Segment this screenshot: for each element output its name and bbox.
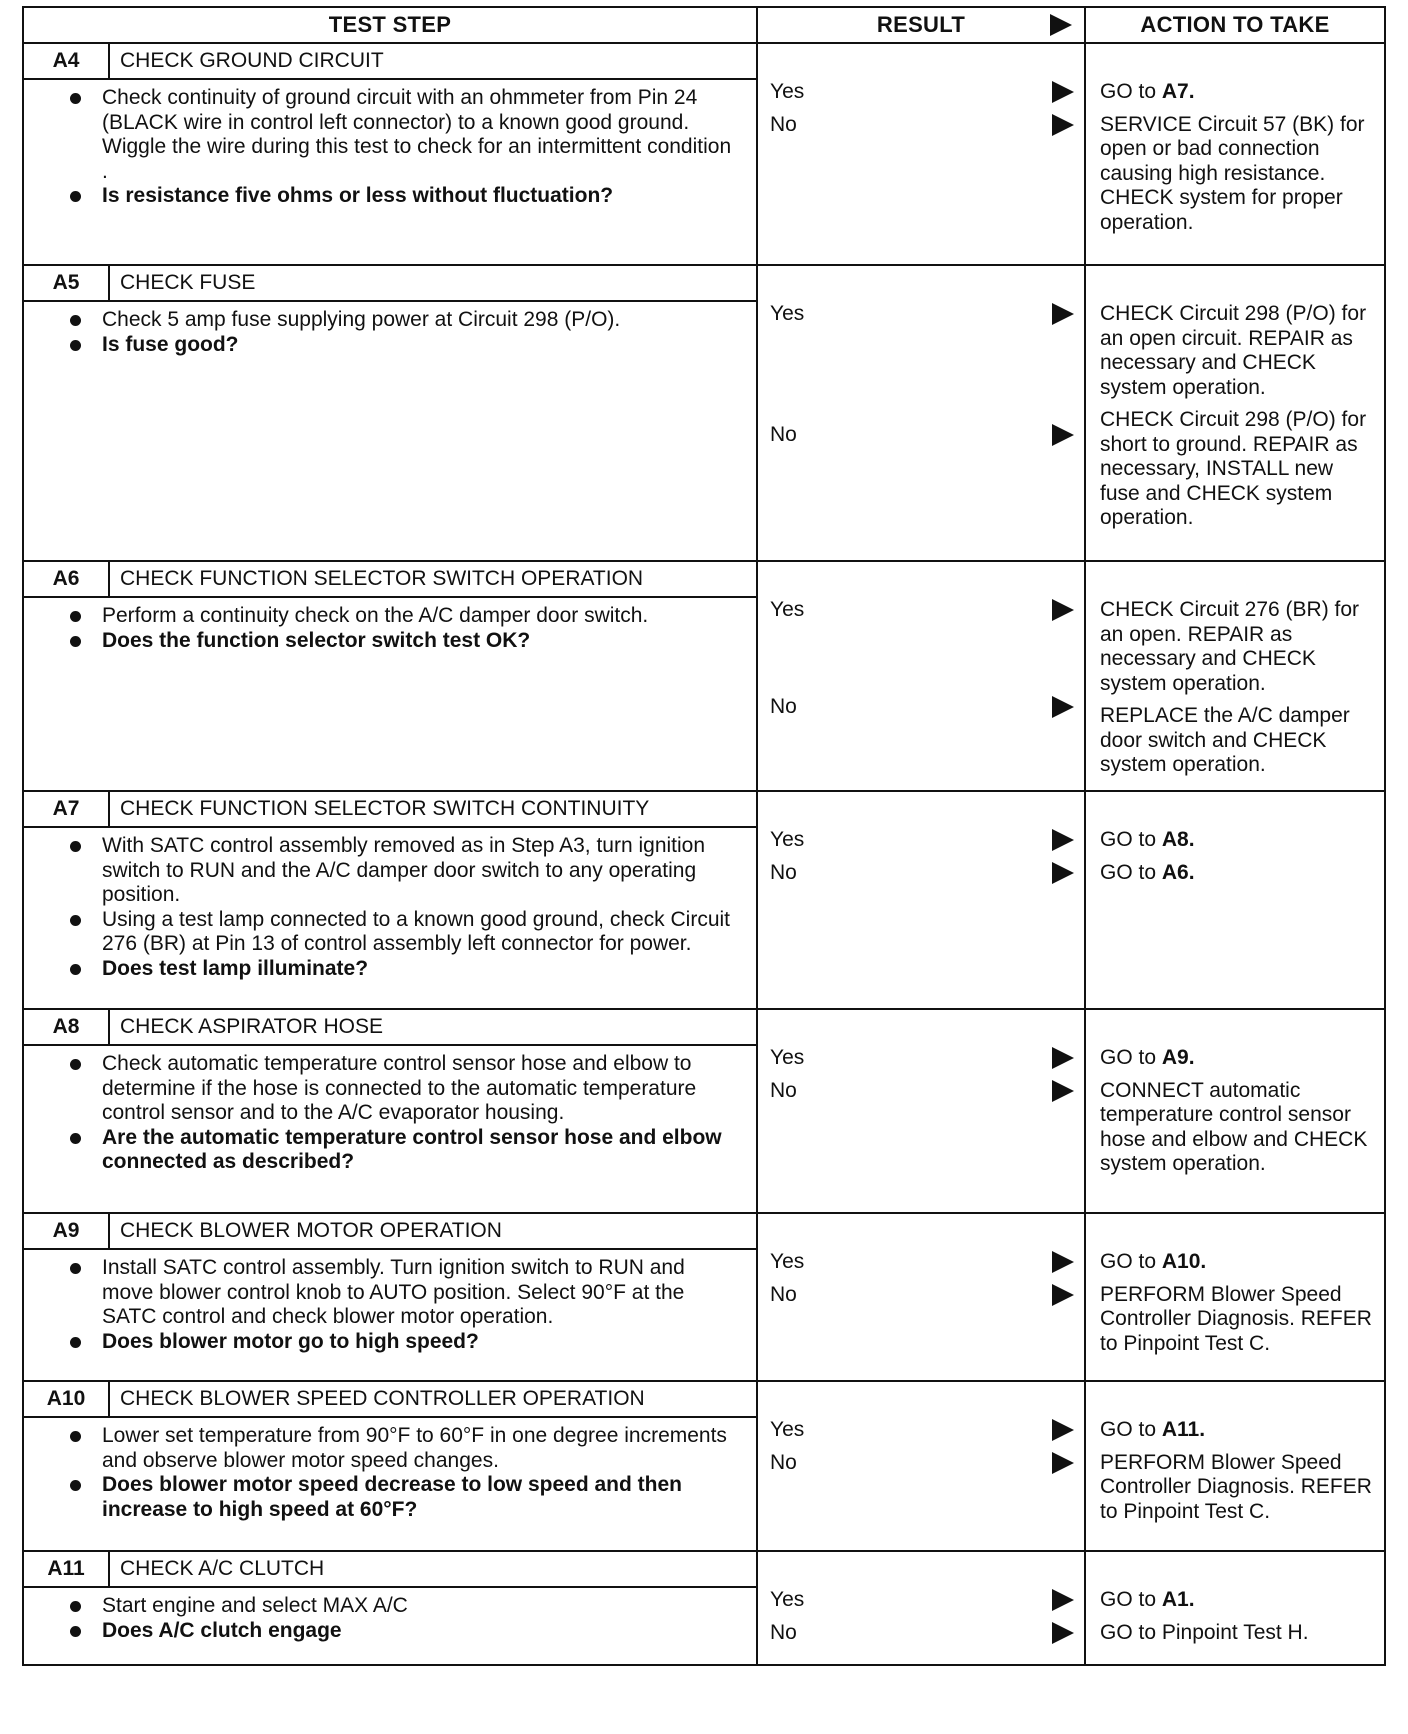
step-title: CHECK ASPIRATOR HOSE <box>120 1015 383 1038</box>
step-instructions <box>24 1594 756 1643</box>
step-instructions <box>24 834 756 981</box>
question-bullet: Is resistance five ohms or less without fluctuation? <box>66 184 732 209</box>
question-bullet: Is fuse good? <box>66 333 732 358</box>
test-step-cell <box>23 265 757 561</box>
action-yes: GO to A7. <box>1100 80 1195 103</box>
step-header <box>24 1382 756 1418</box>
step-id: A4 <box>24 44 110 78</box>
result-label: Yes <box>770 1046 805 1069</box>
step-row-a6 <box>23 561 1385 791</box>
step-reference: A11. <box>1161 1418 1206 1441</box>
test-step-cell <box>23 1381 757 1551</box>
result-label: No <box>770 694 797 718</box>
arrow-right-icon <box>1052 1251 1074 1273</box>
action-no: CONNECT automatic temperature control sensor hose and elbow and CHECK system operation. <box>1100 1078 1368 1175</box>
action-cell <box>1085 43 1385 265</box>
arrow-right-icon <box>1052 599 1074 621</box>
arrow-right-icon <box>1052 1284 1074 1306</box>
step-id: A11 <box>24 1552 110 1586</box>
action-no: GO to Pinpoint Test H. <box>1100 1620 1309 1644</box>
result-cell <box>757 791 1085 1009</box>
step-id: A7 <box>24 792 110 826</box>
question-bullet: Does test lamp illuminate? <box>66 957 732 982</box>
result-label: Yes <box>770 80 805 103</box>
result-label: No <box>770 1078 797 1102</box>
instruction-bullet: Check automatic temperature control sensor hose and elbow to determine if the hose is connected to the automatic temperature control sensor and to the A/C evaporator housing. <box>66 1052 732 1126</box>
test-step-cell <box>23 43 757 265</box>
question-bullet: Does the function selector switch test OK? <box>66 629 732 654</box>
arrow-right-icon <box>1052 81 1074 103</box>
result-yes <box>758 80 1084 105</box>
step-instructions <box>24 1256 756 1354</box>
result-yes <box>758 598 1084 623</box>
result-label: Yes <box>770 828 805 851</box>
action-yes: CHECK Circuit 298 (P/O) for an open circuit. REPAIR as necessary and CHECK system operation. <box>1100 302 1367 399</box>
result-cell <box>757 1381 1085 1551</box>
instruction-bullet: Check continuity of ground circuit with an ohmmeter from Pin 24 (BLACK wire in control left connector) to a known good ground. Wiggle the wire during this test to check for an intermittent condition . <box>66 86 732 184</box>
step-id: A8 <box>24 1010 110 1044</box>
instruction-bullet: Perform a continuity check on the A/C damper door switch. <box>66 604 732 629</box>
test-step-cell <box>23 1009 757 1213</box>
arrow-right-icon <box>1052 696 1074 718</box>
step-row-a10 <box>23 1381 1385 1551</box>
result-label: No <box>770 860 797 884</box>
arrow-right-icon <box>1052 1589 1074 1611</box>
result-no <box>758 113 1084 138</box>
step-row-a4 <box>23 43 1385 265</box>
arrow-right-icon <box>1052 862 1074 884</box>
arrow-right-icon <box>1052 303 1074 325</box>
step-id: A6 <box>24 562 110 596</box>
result-label: No <box>770 1450 797 1474</box>
step-reference: A10. <box>1161 1250 1207 1273</box>
action-cell <box>1085 1213 1385 1381</box>
test-step-cell <box>23 1551 757 1665</box>
result-label: Yes <box>770 598 805 621</box>
result-label: No <box>770 422 797 446</box>
header-test-step: TEST STEP <box>23 7 757 43</box>
result-label: Yes <box>770 302 805 325</box>
table-header-row <box>23 7 1385 43</box>
step-header <box>24 562 756 598</box>
header-action: ACTION TO TAKE <box>1085 7 1385 43</box>
test-step-cell <box>23 1213 757 1381</box>
step-id: A10 <box>24 1382 110 1416</box>
instruction-bullet: Lower set temperature from 90°F to 60°F in one degree increments and observe blower motor speed changes. <box>66 1424 732 1473</box>
result-label: Yes <box>770 1418 805 1441</box>
result-yes <box>758 1046 1084 1071</box>
pinpoint-test-table <box>22 6 1386 1666</box>
action-no: REPLACE the A/C damper door switch and CHECK system operation. <box>1100 704 1350 776</box>
result-yes <box>758 1588 1084 1613</box>
action-cell <box>1085 1381 1385 1551</box>
arrow-right-icon <box>1052 1622 1074 1644</box>
result-yes <box>758 828 1084 853</box>
action-cell <box>1085 265 1385 561</box>
arrow-right-icon <box>1052 1452 1074 1474</box>
arrow-right-icon <box>1052 829 1074 851</box>
step-row-a11 <box>23 1551 1385 1665</box>
instruction-bullet: With SATC control assembly removed as in Step A3, turn ignition switch to RUN and the A/C damper door switch to any operating position. <box>66 834 732 908</box>
step-instructions <box>24 604 756 653</box>
action-cell <box>1085 561 1385 791</box>
instruction-bullet: Using a test lamp connected to a known good ground, check Circuit 276 (BR) at Pin 13 of control assembly left connector for power. <box>66 908 732 957</box>
result-yes <box>758 1250 1084 1275</box>
result-label: Yes <box>770 1588 805 1611</box>
result-cell <box>757 1213 1085 1381</box>
result-cell <box>757 43 1085 265</box>
step-row-a9 <box>23 1213 1385 1381</box>
step-row-a7 <box>23 791 1385 1009</box>
action-no: SERVICE Circuit 57 (BK) for open or bad connection causing high resistance. CHECK system for proper operation. <box>1100 112 1365 234</box>
result-cell <box>757 265 1085 561</box>
question-bullet: Does blower motor speed decrease to low speed and then increase to high speed at 60°F? <box>66 1473 732 1522</box>
action-yes: GO to A10. <box>1100 1250 1207 1273</box>
step-instructions <box>24 1424 756 1522</box>
step-reference: A8. <box>1161 828 1195 851</box>
step-reference: A9. <box>1161 1046 1195 1069</box>
step-reference: A1. <box>1161 1588 1195 1611</box>
step-header <box>24 1214 756 1250</box>
result-cell <box>757 561 1085 791</box>
question-bullet: Does blower motor go to high speed? <box>66 1330 732 1355</box>
instruction-bullet: Install SATC control assembly. Turn ignition switch to RUN and move blower control knob to AUTO position. Select 90°F at the SATC control and check blower motor operation. <box>66 1256 732 1330</box>
step-header <box>24 266 756 302</box>
step-title: CHECK BLOWER SPEED CONTROLLER OPERATION <box>120 1387 645 1410</box>
result-label: No <box>770 1282 797 1306</box>
step-title: CHECK FUNCTION SELECTOR SWITCH CONTINUITY <box>120 797 650 820</box>
step-instructions <box>24 308 756 357</box>
step-title: CHECK A/C CLUTCH <box>120 1557 325 1580</box>
result-label: No <box>770 112 797 136</box>
header-result-label: RESULT <box>876 12 966 37</box>
step-header <box>24 1552 756 1588</box>
test-step-cell <box>23 561 757 791</box>
step-title: CHECK FUSE <box>120 271 256 294</box>
action-no: PERFORM Blower Speed Controller Diagnosis. REFER to Pinpoint Test C. <box>1100 1282 1372 1355</box>
step-header <box>24 792 756 828</box>
step-header <box>24 44 756 80</box>
diagnostic-table-page <box>22 6 1384 1724</box>
result-yes <box>758 1418 1084 1443</box>
action-no: GO to A6. <box>1100 860 1195 884</box>
result-yes <box>758 302 1084 327</box>
result-no <box>758 423 1084 448</box>
step-reference: A6. <box>1161 860 1195 884</box>
action-cell <box>1085 791 1385 1009</box>
arrow-right-icon <box>1050 14 1072 36</box>
result-label: Yes <box>770 1250 805 1273</box>
question-bullet: Are the automatic temperature control sensor hose and elbow connected as described? <box>66 1126 732 1175</box>
result-no <box>758 1451 1084 1476</box>
step-instructions <box>24 86 756 209</box>
step-title: CHECK GROUND CIRCUIT <box>120 49 384 72</box>
action-yes: GO to A8. <box>1100 828 1195 851</box>
step-header <box>24 1010 756 1046</box>
result-no <box>758 861 1084 886</box>
test-step-cell <box>23 791 757 1009</box>
arrow-right-icon <box>1052 1419 1074 1441</box>
action-yes: CHECK Circuit 276 (BR) for an open. REPAIR as necessary and CHECK system operation. <box>1100 598 1360 695</box>
result-no <box>758 1283 1084 1308</box>
result-cell <box>757 1551 1085 1665</box>
step-title: CHECK FUNCTION SELECTOR SWITCH OPERATION <box>120 567 644 590</box>
action-yes: GO to A9. <box>1100 1046 1195 1069</box>
step-row-a8 <box>23 1009 1385 1213</box>
arrow-right-icon <box>1052 424 1074 446</box>
step-reference: A7. <box>1161 80 1195 103</box>
step-title: CHECK BLOWER MOTOR OPERATION <box>120 1219 502 1242</box>
action-no: PERFORM Blower Speed Controller Diagnosis. REFER to Pinpoint Test C. <box>1100 1450 1372 1523</box>
header-result <box>757 7 1085 43</box>
action-no: CHECK Circuit 298 (P/O) for short to ground. REPAIR as necessary, INSTALL new fuse and CHECK system operation. <box>1100 408 1367 529</box>
step-id: A5 <box>24 266 110 300</box>
step-instructions <box>24 1052 756 1175</box>
result-no <box>758 1079 1084 1104</box>
action-yes: GO to A11. <box>1100 1418 1206 1441</box>
arrow-right-icon <box>1052 1080 1074 1102</box>
result-no <box>758 695 1084 720</box>
arrow-right-icon <box>1052 114 1074 136</box>
instruction-bullet: Check 5 amp fuse supplying power at Circuit 298 (P/O). <box>66 308 732 333</box>
action-cell <box>1085 1551 1385 1665</box>
instruction-bullet: Start engine and select MAX A/C <box>66 1594 732 1619</box>
step-row-a5 <box>23 265 1385 561</box>
question-bullet: Does A/C clutch engage <box>66 1619 732 1644</box>
result-cell <box>757 1009 1085 1213</box>
action-cell <box>1085 1009 1385 1213</box>
action-yes: GO to A1. <box>1100 1588 1195 1611</box>
result-label: No <box>770 1620 797 1644</box>
step-id: A9 <box>24 1214 110 1248</box>
result-no <box>758 1621 1084 1646</box>
arrow-right-icon <box>1052 1047 1074 1069</box>
